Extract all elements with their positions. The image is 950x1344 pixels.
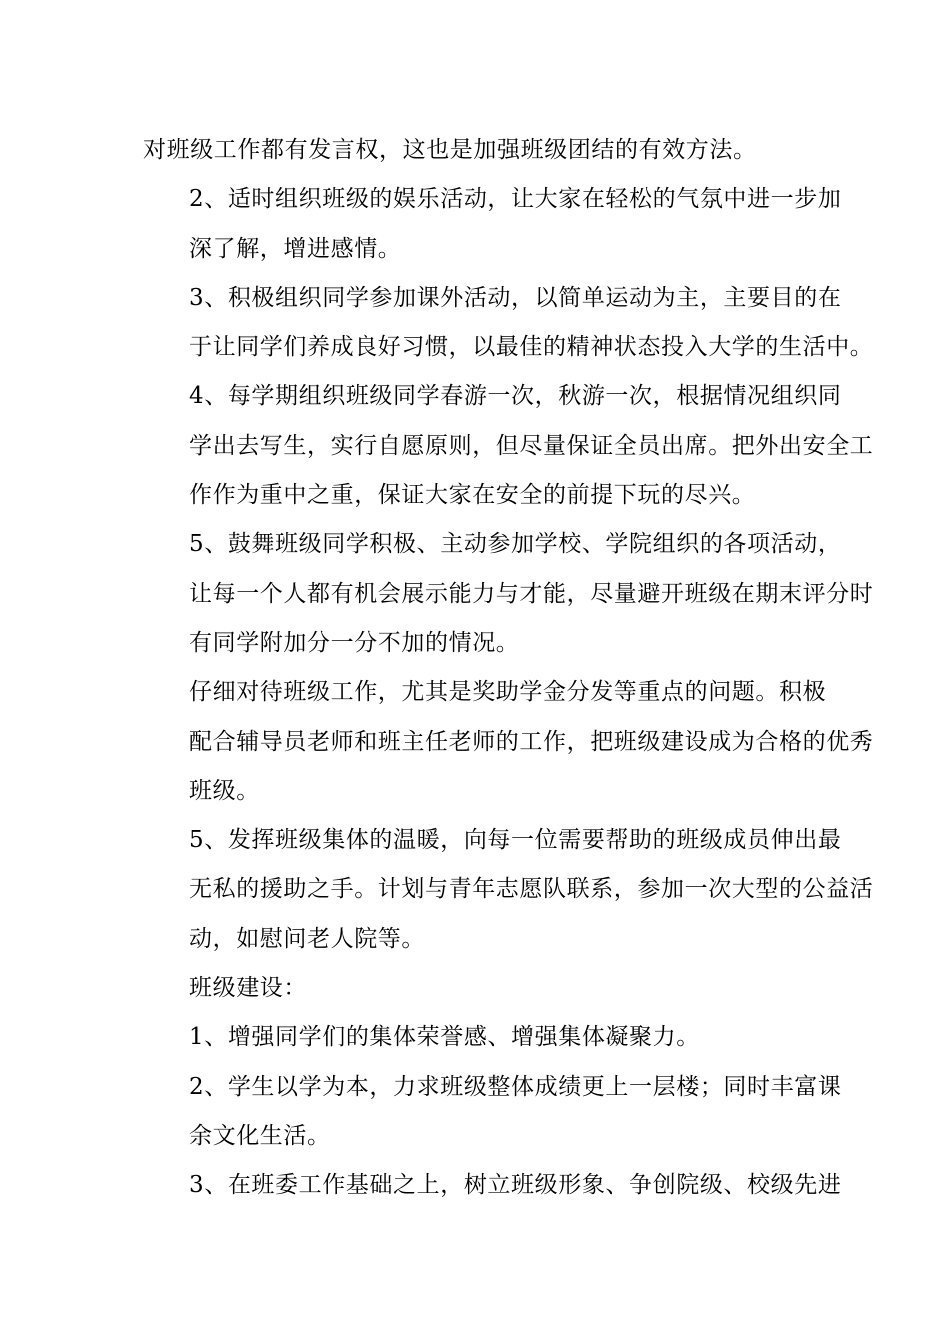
paragraph-line: 5、发挥班级集体的温暖，向每一位需要帮助的班级成员伸出最 xyxy=(189,827,842,854)
document-body xyxy=(143,126,874,1211)
paragraph xyxy=(143,1063,842,1162)
paragraph xyxy=(143,126,813,175)
paragraph-line: 深了解，增进感情。 xyxy=(189,235,402,262)
paragraph-line: 让每一个人都有机会展示能力与才能，尽量避开班级在期末评分时 xyxy=(189,580,874,607)
paragraph xyxy=(143,816,874,964)
paragraph xyxy=(143,175,842,274)
paragraph-line: 3、积极组织同学参加课外活动，以简单运动为主，主要目的在 xyxy=(189,284,842,311)
paragraph-line: 于让同学们养成良好习惯，以最佳的精神状态投入大学的生活中。 xyxy=(189,334,874,361)
paragraph-line: 3、在班委工作基础之上，树立班级形象、争创院级、校级先进 xyxy=(189,1172,842,1199)
paragraph-line: 动，如慰问老人院等。 xyxy=(189,925,425,952)
paragraph-line: 4、每学期组织班级同学春游一次，秋游一次，根据情况组织同 xyxy=(189,383,842,410)
paragraph xyxy=(143,520,874,668)
paragraph-line: 2、适时组织班级的娱乐活动，让大家在轻松的气氛中进一步加 xyxy=(189,186,842,213)
paragraph-line: 作作为重中之重，保证大家在安全的前提下玩的尽兴。 xyxy=(189,482,756,509)
paragraph xyxy=(143,1161,842,1210)
paragraph-line: 2、学生以学为本，力求班级整体成绩更上一层楼；同时丰富课 xyxy=(189,1073,842,1100)
paragraph-line: 1、增强同学们的集体荣誉感、增强集体凝聚力。 xyxy=(189,1024,700,1051)
paragraph-line: 有同学附加分一分不加的情况。 xyxy=(189,629,520,656)
paragraph-line: 配合辅导员老师和班主任老师的工作，把班级建设成为合格的优秀 xyxy=(189,728,874,755)
paragraph-line: 学出去写生，实行自愿原则，但尽量保证全员出席。把外出安全工 xyxy=(189,432,874,459)
paragraph-line: 对班级工作都有发言权，这也是加强班级团结的有效方法。 xyxy=(143,137,757,163)
paragraph-line: 班级。 xyxy=(189,777,260,804)
paragraph xyxy=(143,668,874,816)
paragraph xyxy=(143,1013,813,1062)
paragraph-line: 无私的援助之手。计划与青年志愿队联系，参加一次大型的公益活 xyxy=(189,876,874,903)
paragraph xyxy=(143,964,813,1013)
paragraph-line: 班级建设： xyxy=(189,975,307,1002)
paragraph-line: 余文化生活。 xyxy=(189,1122,331,1149)
paragraph-line: 5、鼓舞班级同学积极、主动参加学校、学院组织的各项活动， xyxy=(189,531,842,558)
paragraph xyxy=(143,372,874,520)
paragraph xyxy=(143,274,874,373)
paragraph-line: 仔细对待班级工作，尤其是奖助学金分发等重点的问题。积极 xyxy=(189,679,827,706)
